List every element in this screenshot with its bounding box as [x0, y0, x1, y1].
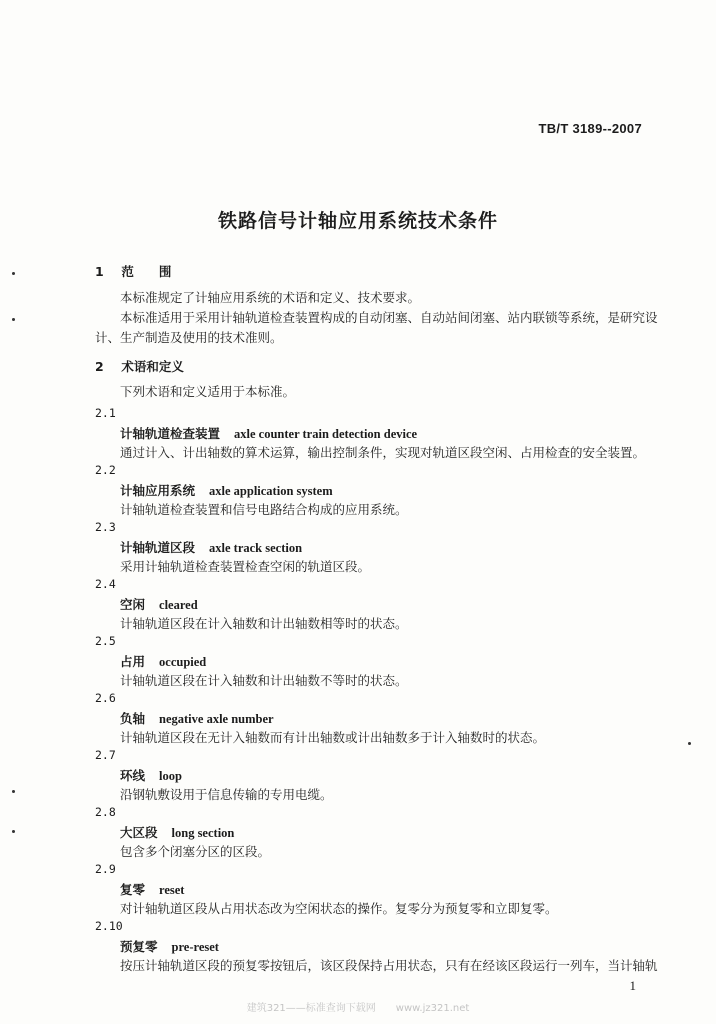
term-number: 2.3 — [95, 520, 116, 534]
term-chinese: 复零 — [120, 882, 146, 897]
term-chinese: 占用 — [120, 654, 146, 669]
term-number: 2.7 — [95, 748, 116, 762]
term-heading — [120, 424, 417, 442]
term-chinese: 负轴 — [120, 711, 146, 726]
section-1-heading — [95, 262, 171, 280]
document-title: 铁路信号计轴应用系统技术条件 — [217, 210, 498, 232]
term-definition: 计轴轨道区段在无计入轴数而有计出轴数或计出轴数多于计入轴数时的状态。 — [120, 730, 546, 745]
scan-speck — [12, 272, 15, 275]
term-definition: 包含多个闭塞分区的区段。 — [120, 844, 271, 859]
term-definition: 沿钢轨敷设用于信息传输的专用电缆。 — [120, 787, 333, 802]
term-number: 2.8 — [95, 805, 116, 819]
term-english: negative axle number — [159, 712, 274, 726]
scan-speck — [12, 830, 15, 833]
standard-code: TB/T 3189--2007 — [538, 121, 642, 136]
term-definition: 按压计轴轨道区段的预复零按钮后，该区段保持占用状态，只有在经该区段运行一列车，当计轴轨 — [120, 958, 658, 973]
term-heading — [120, 652, 206, 670]
page-number: 1 — [629, 978, 636, 993]
paragraph: 本标准规定了计轴应用系统的术语和定义、技术要求。 — [120, 290, 421, 305]
term-definition: 通过计入、计出轴数的算术运算，输出控制条件，实现对轨道区段空闲、占用检查的安全装置。 — [120, 445, 646, 460]
term-chinese: 计轴轨道区段 — [120, 540, 196, 555]
term-heading — [120, 538, 302, 556]
term-english: long section — [171, 826, 235, 840]
term-number: 2.10 — [95, 919, 123, 933]
term-definition: 计轴轨道区段在计入轴数和计出轴数相等时的状态。 — [120, 616, 408, 631]
term-definition: 计轴轨道区段在计入轴数和计出轴数不等时的状态。 — [120, 673, 408, 688]
term-number: 2.9 — [95, 862, 116, 876]
term-english: axle counter train detection device — [234, 427, 418, 441]
section-title: 术语和定义 — [121, 359, 184, 374]
term-chinese: 预复零 — [120, 939, 158, 954]
term-number: 2.6 — [95, 691, 116, 705]
scan-speck — [12, 790, 15, 793]
term-heading — [120, 709, 274, 727]
term-heading — [120, 766, 182, 784]
term-heading — [120, 595, 198, 613]
term-english: axle application system — [209, 484, 333, 498]
term-number: 2.5 — [95, 634, 116, 648]
term-english: pre-reset — [171, 940, 219, 954]
section-number: 2 — [95, 359, 104, 374]
term-heading — [120, 481, 333, 499]
term-number: 2.4 — [95, 577, 116, 591]
term-chinese: 环线 — [120, 768, 146, 783]
scan-speck — [688, 742, 691, 745]
term-heading — [120, 823, 234, 841]
term-definition: 对计轴轨道区段从占用状态改为空闲状态的操作。复零分为预复零和立即复零。 — [120, 901, 558, 916]
term-definition: 采用计轴轨道检查装置检查空闲的轨道区段。 — [120, 559, 371, 574]
scan-speck — [12, 318, 15, 321]
term-definition: 计轴轨道检查装置和信号电路结合构成的应用系统。 — [120, 502, 408, 517]
section-number: 1 — [95, 264, 104, 279]
paragraph: 下列术语和定义适用于本标准。 — [120, 384, 296, 399]
term-english: reset — [159, 883, 185, 897]
watermark: 建筑321——标准查询下载网 www.jz321.net — [246, 1003, 470, 1014]
section-title: 范 围 — [121, 264, 172, 279]
term-english: axle track section — [209, 541, 303, 555]
term-heading — [120, 937, 219, 955]
term-chinese: 空闲 — [120, 597, 146, 612]
term-chinese: 大区段 — [120, 825, 158, 840]
term-number: 2.2 — [95, 463, 116, 477]
term-heading — [120, 880, 184, 898]
term-english: loop — [159, 769, 182, 783]
section-2-heading — [95, 357, 184, 375]
term-chinese: 计轴轨道检查装置 — [120, 426, 221, 441]
term-chinese: 计轴应用系统 — [120, 483, 196, 498]
term-english: occupied — [159, 655, 207, 669]
term-english: cleared — [159, 598, 198, 612]
paragraph: 本标准适用于采用计轴轨道检查装置构成的自动闭塞、自动站间闭塞、站内联锁等系统，是研究设计、生产制造及使用的技术准则。 — [95, 310, 658, 345]
term-number: 2.1 — [95, 406, 116, 420]
